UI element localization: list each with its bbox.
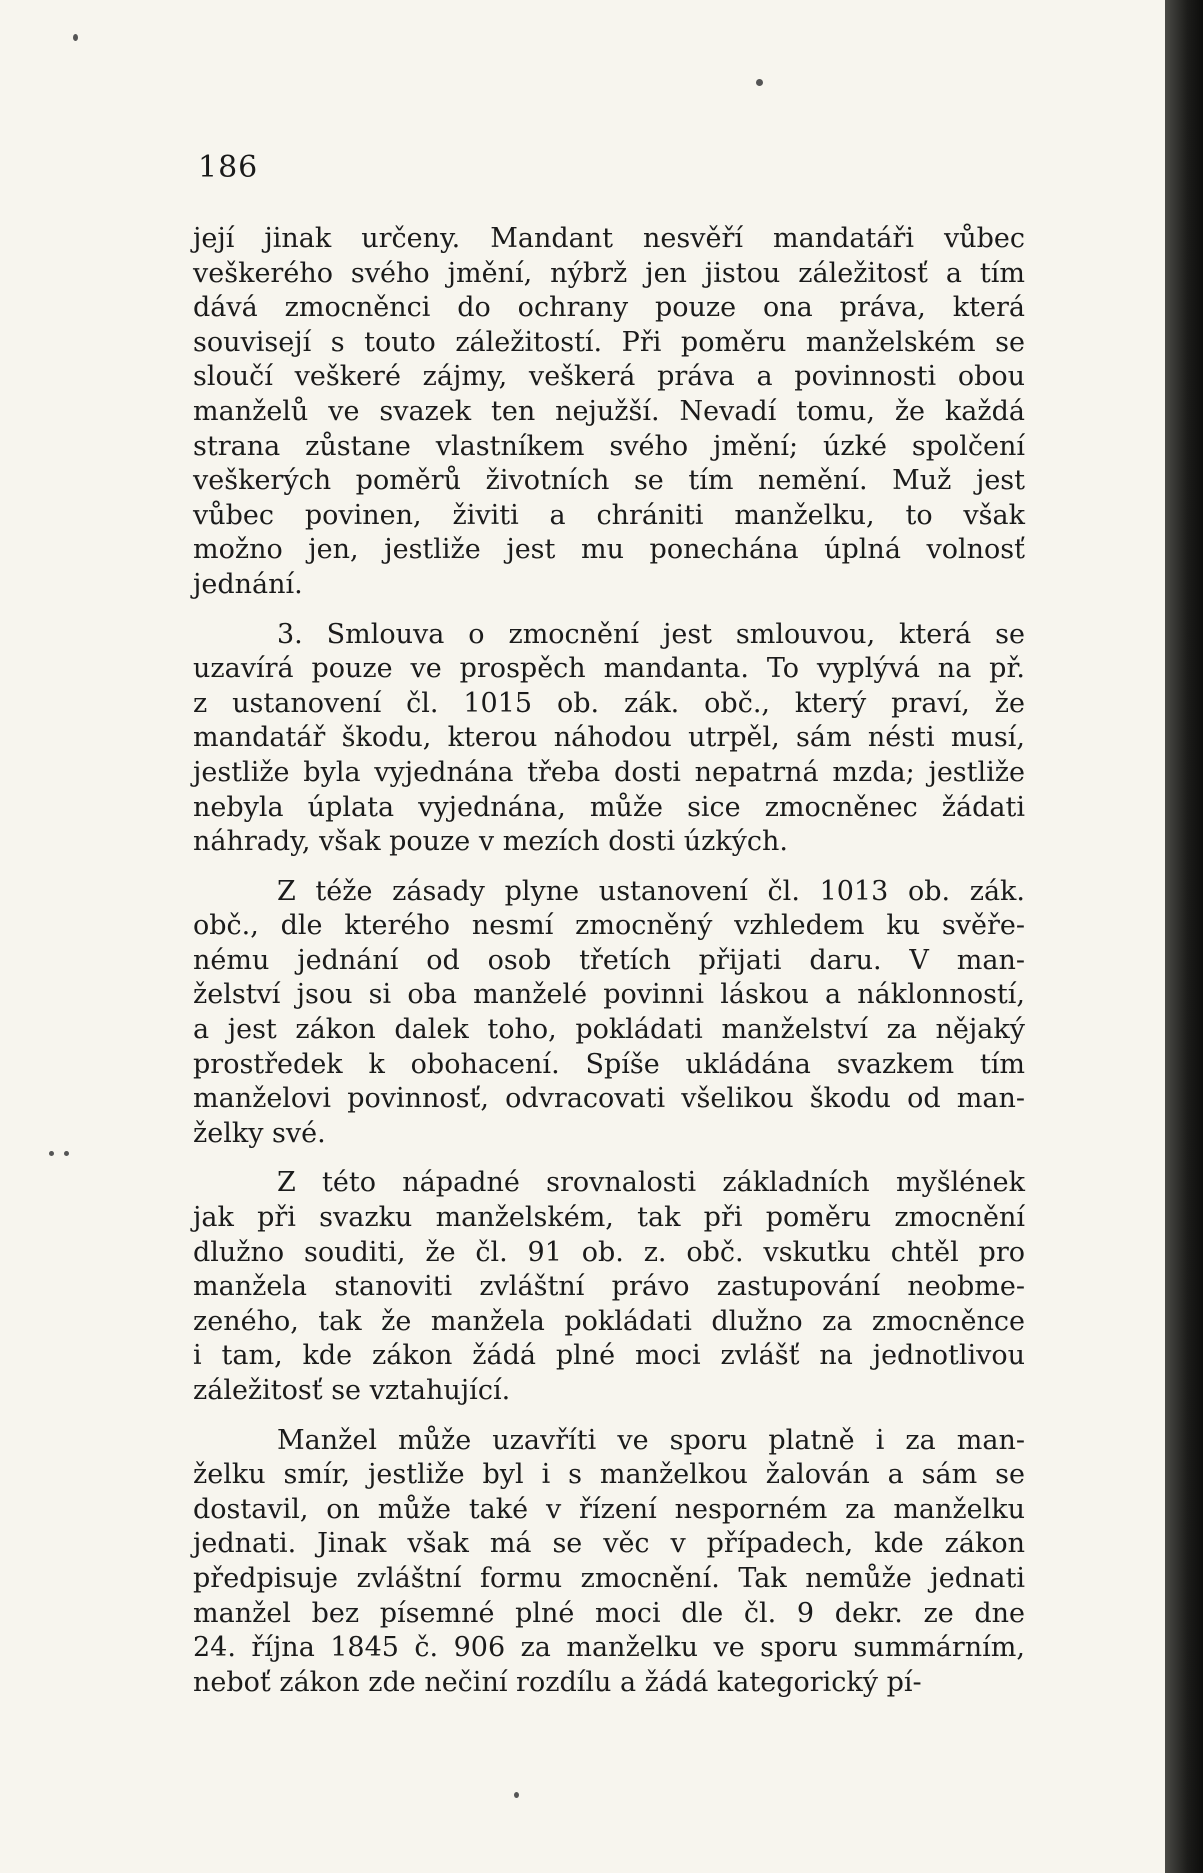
text-line: uzavírá pouze ve prospěch mandanta. To vyplývá na př. [193, 653, 1025, 685]
paper-speck [756, 79, 763, 86]
text-line: manželů ve svazek ten nejužší. Nevadí tomu, že každá [193, 395, 1025, 427]
text-line: veškerých poměrů životních se tím nemění. Muž jest [193, 465, 1025, 497]
text-line: manželovi povinnosť, odvracovati všelikou škodu od man- [193, 1083, 1025, 1115]
text-line: Z této nápadné srovnalosti základních myšlének [277, 1167, 1025, 1199]
text-line: nému jednání od osob třetích přijati daru. V man- [193, 944, 1025, 976]
text-line: neboť zákon zde nečiní rozdílu a žádá kategorický pí- [193, 1666, 922, 1698]
text-line: jednati. Jinak však má se věc v případech, kde zákon [193, 1528, 1025, 1560]
text-line: dlužno souditi, že čl. 91 ob. z. obč. vskutku chtěl pro [193, 1236, 1025, 1268]
text-line: mandatář škodu, kterou náhodou utrpěl, sám nésti musí, [193, 722, 1025, 754]
body-text [193, 222, 1025, 1700]
paragraph-gap [193, 1409, 1025, 1424]
paper-speck [49, 1151, 54, 1156]
text-line: nebyla úplata vyjednána, může sice zmocněnec žádati [193, 791, 1025, 823]
paper-speck [73, 34, 78, 41]
text-line: její jinak určeny. Mandant nesvěří mandatáři vůbec [193, 223, 1025, 254]
text-line: obč., dle kterého nesmí zmocněný vzhledem ku svěře- [193, 910, 1025, 942]
paper-speck [514, 1792, 519, 1798]
paragraph [193, 618, 1025, 860]
text-line: 3. Smlouva o zmocnění jest smlouvou, která se [277, 618, 1025, 650]
text-line: možno jen, jestliže jest mu ponechána úplná volnosť [193, 534, 1025, 566]
text-line: z ustanovení čl. 1015 ob. zák. obč., který praví, že [193, 687, 1025, 719]
text-line: 24. října 1845 č. 906 za manželku ve sporu summárním, [193, 1632, 1025, 1664]
text-line: dává zmocněnci do ochrany pouze ona práva, která [193, 292, 1025, 324]
book-binding-edge [1165, 0, 1203, 1873]
text-line: i tam, kde zákon žádá plné moci zvlášť na jednotlivou [193, 1340, 1025, 1372]
paragraph-gap [193, 603, 1025, 618]
text-line: dostavil, on může také v řízení nesporném za manželku [193, 1493, 1025, 1525]
text-line: zeného, tak že manžela pokládati dlužno za zmocněnce [193, 1305, 1025, 1337]
text-line: Manžel může uzavříti ve sporu platně i za man- [277, 1424, 1025, 1456]
text-line: manžel bez písemné plné moci dle čl. 9 dekr. ze dne [193, 1597, 1025, 1629]
text-line: jednání. [193, 568, 303, 600]
paragraph [193, 1424, 1025, 1701]
paragraph [193, 1166, 1025, 1408]
paragraph-gap [193, 860, 1025, 875]
paragraph-gap [193, 1151, 1025, 1166]
paragraph [193, 222, 1025, 603]
text-line: jestliže byla vyjednána třeba dosti nepatrná mzda; jestliže [193, 756, 1025, 788]
text-line: vůbec povinen, živiti a chrániti manželku, to však [193, 499, 1025, 531]
text-line: předpisuje zvláštní formu zmocnění. Tak nemůže jednati [193, 1562, 1025, 1594]
page-number: 186 [198, 150, 259, 185]
paper-speck [64, 1151, 69, 1156]
text-line: souvisejí s touto záležitostí. Při poměru manželském se [193, 326, 1025, 358]
text-line: jak při svazku manželském, tak při poměru zmocnění [193, 1202, 1025, 1234]
text-line: Z téže zásady plyne ustanovení čl. 1013 ob. zák. [277, 875, 1025, 907]
text-line: prostředek k obohacení. Spíše ukládána svazkem tím [193, 1048, 1025, 1080]
text-line: náhrady, však pouze v mezích dosti úzkých. [193, 826, 789, 858]
text-line: strana zůstane vlastníkem svého jmění; úzké spolčení [193, 430, 1025, 462]
text-line: želku smír, jestliže byl i s manželkou žalován a sám se [193, 1459, 1025, 1491]
text-line: sloučí veškeré zájmy, veškerá práva a povinnosti obou [193, 361, 1025, 393]
text-line: veškerého svého jmění, nýbrž jen jistou záležitosť a tím [193, 257, 1025, 289]
text-line: želství jsou si oba manželé povinni láskou a náklonností, [193, 979, 1025, 1011]
text-line: želky své. [193, 1117, 326, 1149]
text-line: záležitosť se vztahující. [193, 1375, 511, 1406]
text-line: a jest zákon dalek toho, pokládati manželství za nějaký [193, 1014, 1025, 1046]
paragraph [193, 875, 1025, 1152]
text-line: manžela stanoviti zvláštní právo zastupování neobme- [193, 1271, 1025, 1303]
